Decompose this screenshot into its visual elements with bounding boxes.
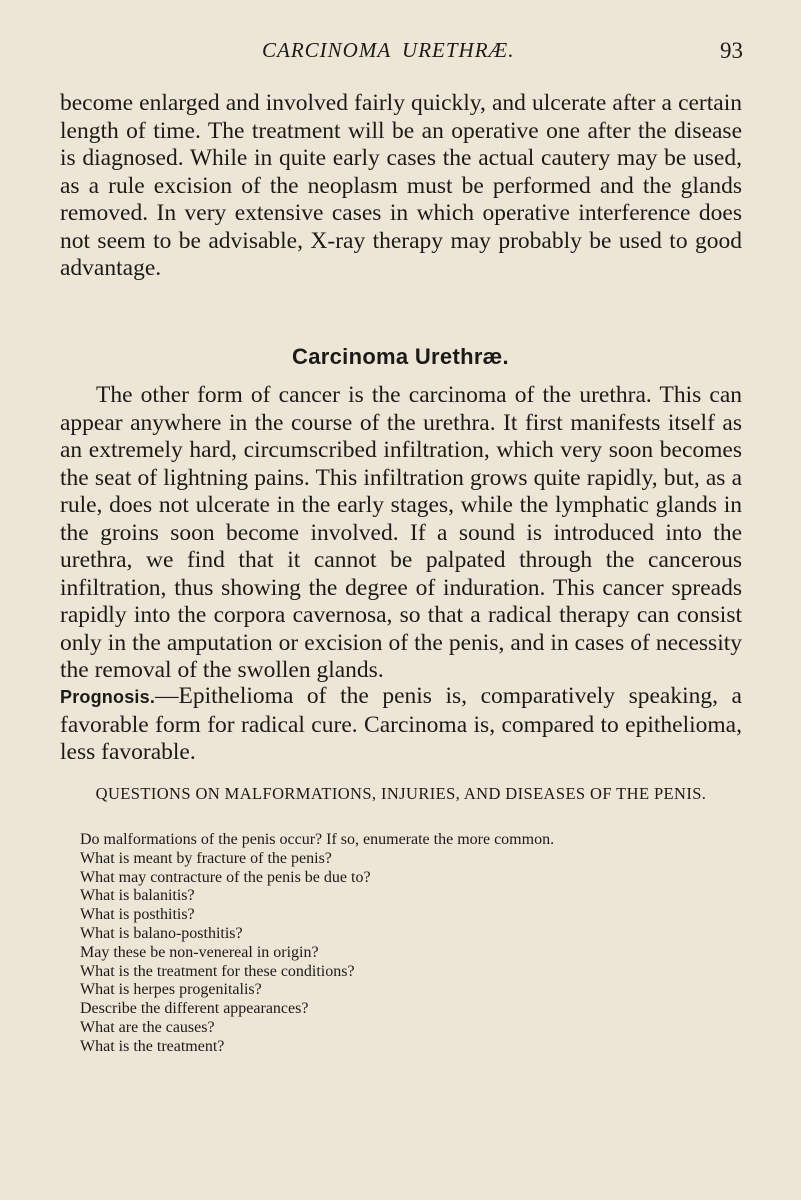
prognosis-paragraph bbox=[60, 683, 742, 767]
question-item: What may contracture of the penis be due to? bbox=[80, 868, 371, 886]
section-heading: Carcinoma Urethræ. bbox=[292, 344, 509, 369]
questions-list bbox=[80, 831, 770, 1057]
continuation-paragraph: become enlarged and involved fairly quickly, and ulcerate after a certain length of time. The treatment will be an operative one after the disease is diagnosed. While in quite early cases the actual cautery may be used, as a rule excision of the neoplasm must be performed and the glands removed. In very extensive cases in which operative interference does not seem to be advisable, X-ray therapy may probably be used to good advantage. bbox=[60, 90, 742, 281]
prognosis-text: —Epithelioma of the penis is, comparatively speaking, a favorable form for radical cure. Carcinoma is, compared to epithelioma, less favorable. bbox=[60, 683, 742, 765]
question-item: What is the treatment for these conditions? bbox=[80, 962, 355, 980]
question-item: May these be non-venereal in origin? bbox=[80, 943, 319, 961]
question-item: What is balano-posthitis? bbox=[80, 924, 243, 942]
running-head bbox=[0, 38, 801, 72]
question-item: Do malformations of the penis occur? If so, enumerate the more common. bbox=[80, 831, 555, 848]
page-number: 93 bbox=[720, 38, 743, 63]
prognosis-label: Prognosis. bbox=[60, 687, 156, 707]
questions-heading: QUESTIONS ON MALFORMATIONS, INJURIES, AND DISEASES OF THE PENIS. bbox=[95, 784, 707, 803]
question-item: Describe the different appearances? bbox=[80, 1000, 309, 1018]
question-item: What are the causes? bbox=[80, 1018, 215, 1036]
question-item: What is the treatment? bbox=[80, 1037, 225, 1055]
carcinoma-paragraph: The other form of cancer is the carcinoma of the urethra. This can appear anywhere in the course of the urethra. It first manifests itself as an extremely hard, circumscribed infiltration, which very soon becomes the seat of lightning pains. This infiltration grows quite rapidly, but, as a rule, does not ulcerate in the early stages, while the lymphatic glands in the groins soon become involved. If a sound is introduced into the urethra, we find that it cannot be palpated through the cancerous infiltration, thus showing the degree of induration. This cancer spreads rapidly into the corpora cavernosa, so that a radical therapy can consist only in the amputation or excision of the penis, and in cases of necessity the removal of the swollen glands. bbox=[60, 382, 742, 683]
question-item: What is meant by fracture of the penis? bbox=[80, 849, 332, 867]
question-item: What is balanitis? bbox=[80, 887, 195, 905]
question-item: What is herpes progenitalis? bbox=[80, 981, 262, 999]
running-title: CARCINOMA URETHRÆ. bbox=[262, 38, 515, 62]
question-item: What is posthitis? bbox=[80, 906, 195, 924]
